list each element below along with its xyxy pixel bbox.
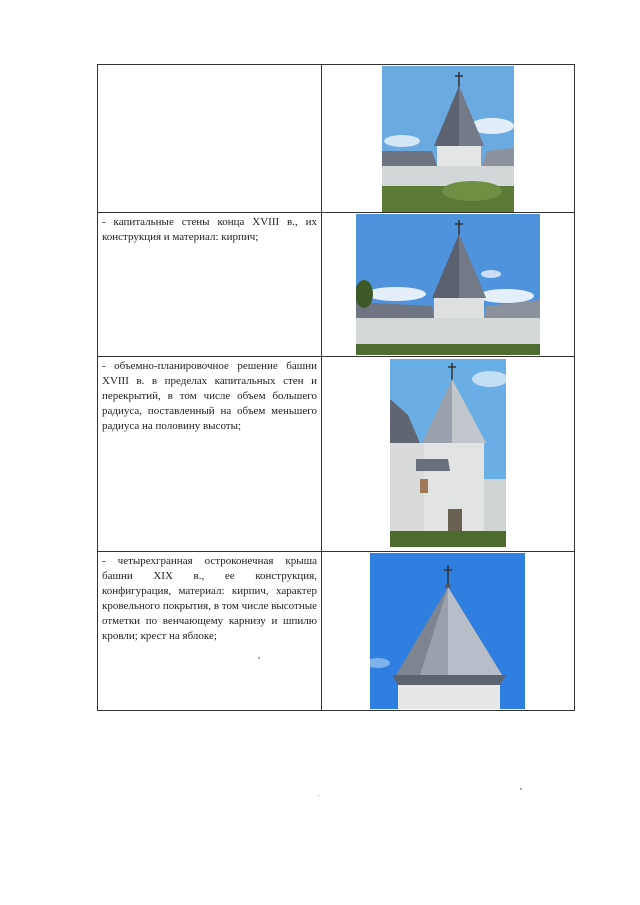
feature-description: - четырехгранная остроконечная крыша башни XIX в., ее конструкция, конфигурация, материал: кирпич, характер кровельного покрытия, в том числе высотные отметки по венчающему карнизу и шпилю кровли; крест на яблоке; xyxy=(98,552,322,710)
table-row xyxy=(98,357,574,552)
scan-speck xyxy=(258,657,260,659)
tower-photo-4 xyxy=(370,553,525,709)
photo-cell xyxy=(322,357,574,551)
feature-description: - капитальные стены конца XVIII в., их конструкция и материал: кирпич; xyxy=(98,213,322,356)
scan-speck xyxy=(318,795,319,796)
table-row xyxy=(98,213,574,357)
scan-speck xyxy=(520,788,522,790)
photo-cell xyxy=(322,65,574,212)
photo-cell xyxy=(322,552,574,710)
tower-photo-1 xyxy=(382,66,514,212)
photo-cell xyxy=(322,213,574,356)
tower-photo-3 xyxy=(390,359,506,547)
tower-photo-2 xyxy=(356,214,540,355)
table-row xyxy=(98,552,574,710)
monument-features-table xyxy=(97,64,575,711)
feature-description xyxy=(98,65,322,212)
feature-description: - объемно-планировочное решение башни XVIII в. в пределах капитальных стен и перекрытий, в том числе объем большего радиуса, поставленный на объем меньшего радиуса на половину высоты; xyxy=(98,357,322,551)
table-row xyxy=(98,65,574,213)
